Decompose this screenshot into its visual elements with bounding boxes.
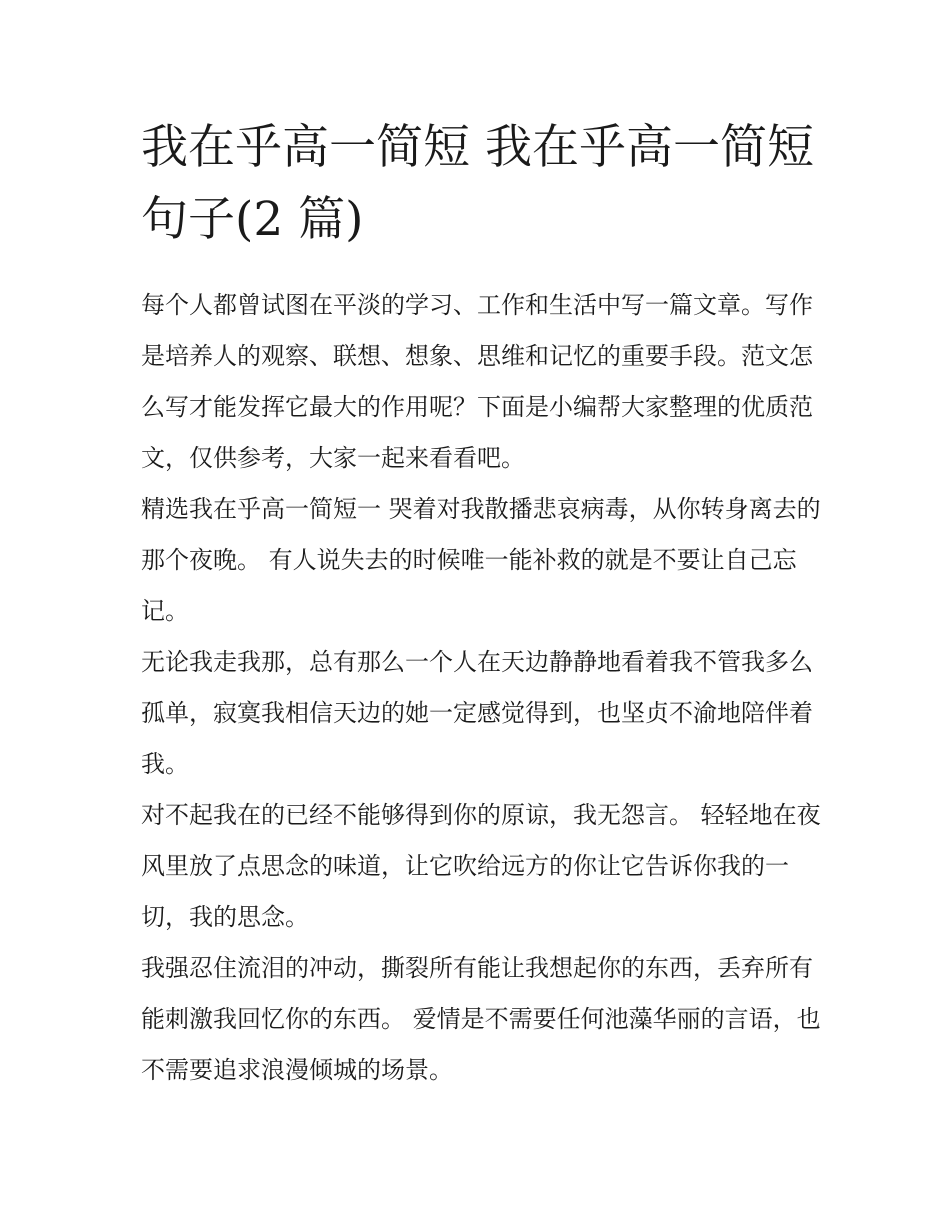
paragraph-2: 无论我走我那，总有那么一个人在天边静静地看着我不管我多么孤单，寂寞我相信天边的她一定感觉得到，也坚贞不渝地陪伴着我。 [141, 648, 813, 778]
paragraph-1: 精选我在乎高一简短一 哭着对我散播悲哀病毒，从你转身离去的那个夜晚。 有人说失去的时候唯一能补救的就是不要让自己忘记。 [141, 495, 821, 625]
document-page [141, 112, 821, 1096]
paragraph-4: 我强忍住流泪的冲动，撕裂所有能让我想起你的东西，丢弃所有能刺激我回忆你的东西。 爱情是不需要任何池藻华丽的言语，也不需要追求浪漫倾城的场景。 [141, 954, 821, 1084]
paragraph-intro: 每个人都曾试图在平淡的学习、工作和生活中写一篇文章。写作是培养人的观察、联想、想象、思维和记忆的重要手段。范文怎么写才能发挥它最大的作用呢？下面是小编帮大家整理的优质范文，仅供参考，大家一起来看看吧。 [141, 291, 813, 472]
document-title: 我在乎高一简短 我在乎高一简短句子(2 篇) [141, 120, 814, 247]
document-body [141, 280, 821, 1096]
paragraph-3: 对不起我在的已经不能够得到你的原谅，我无怨言。 轻轻地在夜风里放了点思念的味道，让它吹给远方的你让它告诉你我的一切，我的思念。 [141, 801, 821, 931]
